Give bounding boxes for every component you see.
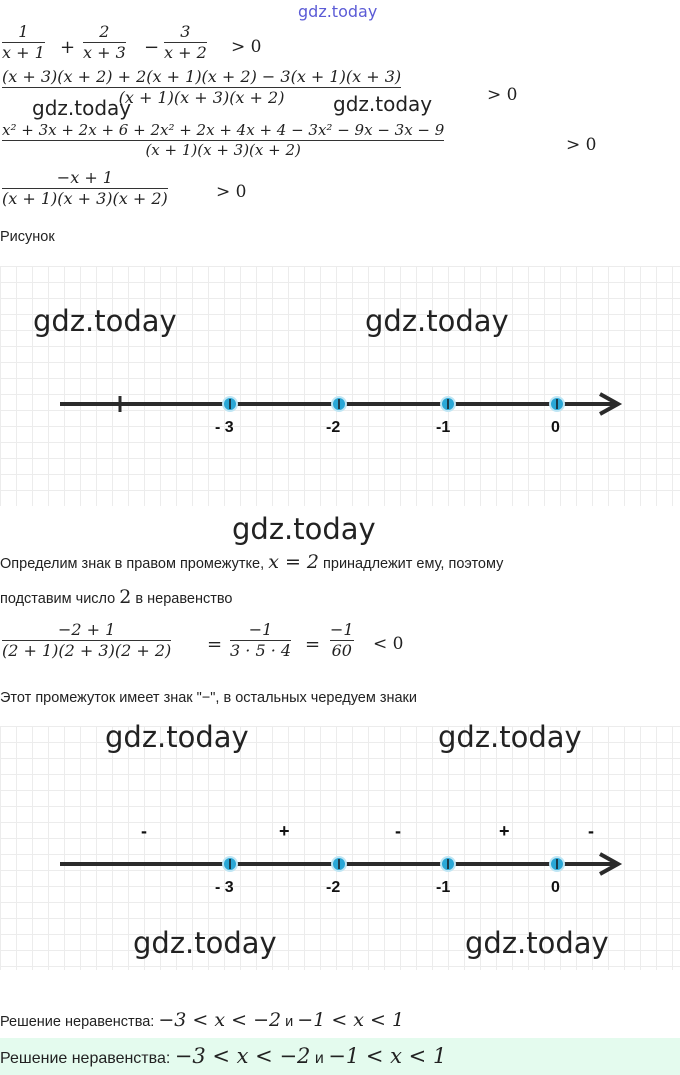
text-segment: принадлежит ему, поэтому xyxy=(323,556,504,572)
point-minus-2 xyxy=(332,397,346,411)
number-line-figure-1 xyxy=(0,266,680,506)
point-minus-1 xyxy=(441,397,455,411)
interval-sign: - xyxy=(588,821,594,841)
solution-line-highlighted xyxy=(0,1044,446,1068)
explanation-paragraph-1 xyxy=(0,551,503,573)
text-segment: в неравенство xyxy=(135,591,233,607)
fraction-1-over-x-plus-1 xyxy=(2,24,45,61)
relation: > 0 xyxy=(231,37,262,57)
relation: > 0 xyxy=(216,182,247,202)
numerator: (x + 3)(x + 2) + 2(x + 1)(x + 2) − 3(x + 1)(x + 3) xyxy=(2,67,402,86)
watermark: gdz.today xyxy=(32,96,132,120)
denominator: 3 · 5 · 4 xyxy=(230,641,292,660)
numerator: x² + 3x + 2x + 6 + 2x² + 2x + 4x + 4 − 3x² − 9x − 3x − 9 xyxy=(2,121,445,139)
inline-math: −3 < x < −2 xyxy=(158,1009,282,1031)
watermark: gdz.today xyxy=(465,926,609,960)
figure-caption: Рисунок xyxy=(0,229,55,245)
relation: > 0 xyxy=(566,135,597,155)
plus-sign: + xyxy=(60,37,76,58)
header-watermark: gdz.today xyxy=(298,2,378,21)
solution-label: Решение неравенства: xyxy=(0,1050,171,1067)
point-minus-2 xyxy=(332,857,346,871)
denominator: x + 1 xyxy=(2,43,45,62)
tick-label: -2 xyxy=(326,419,341,436)
interval-sign: - xyxy=(395,821,401,841)
tick-label: 0 xyxy=(551,419,560,436)
numerator: 2 xyxy=(99,22,110,41)
equation-line-3 xyxy=(2,123,444,158)
inline-math: 2 xyxy=(119,586,132,608)
point-minus-1 xyxy=(441,857,455,871)
equation-line-4 xyxy=(2,170,168,207)
substitution-fraction-2 xyxy=(230,622,291,659)
text-segment: и xyxy=(285,1014,294,1030)
numerator: 1 xyxy=(18,22,29,41)
numerator: −1 xyxy=(330,620,354,639)
tick-label: -1 xyxy=(436,419,451,436)
numerator: −2 + 1 xyxy=(57,620,116,639)
watermark: gdz.today xyxy=(105,720,249,754)
inline-math: −3 < x < −2 xyxy=(174,1044,311,1068)
watermark: gdz.today xyxy=(133,926,277,960)
point-minus-3 xyxy=(223,857,237,871)
inline-math: x = 2 xyxy=(268,551,319,573)
numerator: −x + 1 xyxy=(56,168,113,187)
relation: < 0 xyxy=(373,634,404,654)
tick-label: 0 xyxy=(551,879,560,896)
solution-label: Решение неравенства: xyxy=(0,1014,155,1030)
point-minus-3 xyxy=(223,397,237,411)
inline-math: −1 < x < 1 xyxy=(328,1044,447,1068)
tick-label: -1 xyxy=(436,879,451,896)
watermark: gdz.today xyxy=(333,92,433,116)
numerator: −1 xyxy=(248,620,273,639)
interval-sign: + xyxy=(279,821,290,841)
denominator: x + 3 xyxy=(83,43,126,62)
relation: > 0 xyxy=(487,85,518,105)
text-segment: Определим знак в правом промежутке, xyxy=(0,556,265,572)
explanation-paragraph-3: Этот промежуток имеет знак "−", в остальных чередуем знаки xyxy=(0,690,418,706)
solution-line xyxy=(0,1009,404,1031)
number-line-svg xyxy=(0,266,680,506)
tick-label: -2 xyxy=(326,879,341,896)
denominator: 60 xyxy=(331,641,352,660)
fraction-2-over-x-plus-3 xyxy=(83,24,126,61)
denominator: (2 + 1)(2 + 3)(2 + 2) xyxy=(2,641,172,660)
point-zero xyxy=(550,397,564,411)
fraction-3-over-x-plus-2 xyxy=(164,24,207,61)
numerator: 3 xyxy=(180,22,191,41)
tick-label: - 3 xyxy=(215,879,234,896)
equals-sign: = xyxy=(207,634,223,655)
denominator: x + 2 xyxy=(164,43,207,62)
denominator: (x + 1)(x + 3)(x + 2) xyxy=(2,189,168,208)
substitution-fraction-1 xyxy=(2,622,171,659)
tick-label: - 3 xyxy=(215,419,234,436)
inline-math: −1 < x < 1 xyxy=(297,1009,405,1031)
interval-sign: - xyxy=(141,821,147,841)
text-segment: подставим число xyxy=(0,591,116,607)
number-line-figure-2 xyxy=(0,720,680,970)
substitution-fraction-3 xyxy=(330,622,354,659)
interval-sign: + xyxy=(499,821,510,841)
text-segment: и xyxy=(314,1050,324,1067)
explanation-paragraph-2 xyxy=(0,586,232,608)
watermark: gdz.today xyxy=(232,512,376,546)
minus-sign: − xyxy=(144,37,160,58)
denominator: (x + 1)(x + 3)(x + 2) xyxy=(118,88,285,107)
point-zero xyxy=(550,857,564,871)
equals-sign: = xyxy=(305,634,321,655)
denominator: (x + 1)(x + 3)(x + 2) xyxy=(145,141,301,159)
watermark: gdz.today xyxy=(365,304,509,338)
watermark: gdz.today xyxy=(33,304,177,338)
watermark: gdz.today xyxy=(438,720,582,754)
